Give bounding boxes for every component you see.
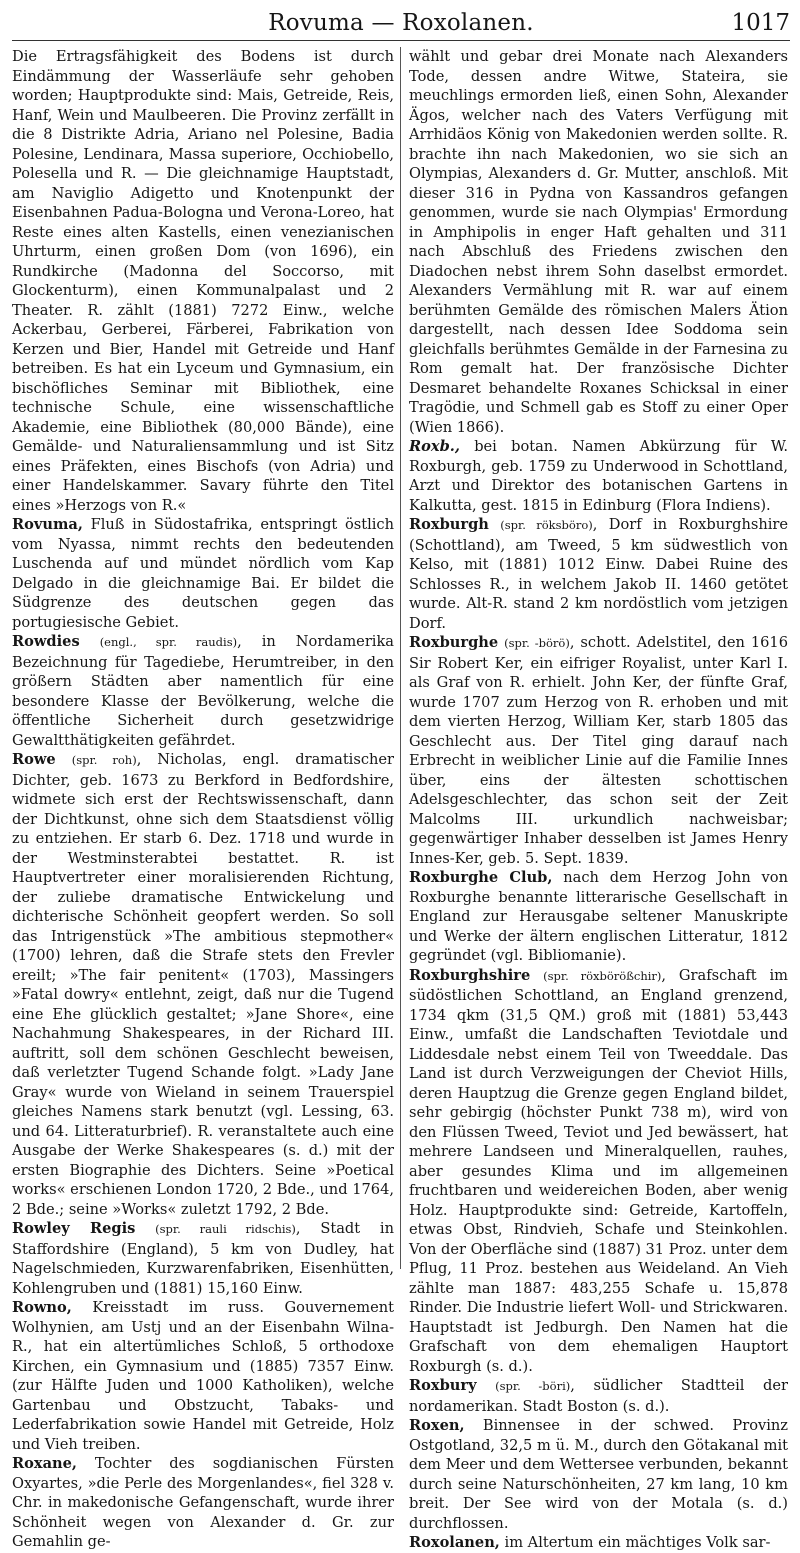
dictionary-entry <box>409 47 788 437</box>
dictionary-entry <box>409 633 788 868</box>
running-title: Rovuma — Roxolanen. <box>268 10 534 36</box>
entry-pronunciation: (spr. röxbörößchir) <box>543 968 662 983</box>
page-number: 1017 <box>731 10 790 36</box>
entry-headword: Rowdies <box>12 633 80 650</box>
entry-headword: Rowe <box>12 751 56 768</box>
dictionary-entry <box>12 1219 394 1298</box>
right-column <box>400 47 789 1551</box>
entry-headword: Rowno, <box>12 1299 72 1316</box>
dictionary-entry <box>409 1416 788 1533</box>
dictionary-entry <box>12 1454 394 1552</box>
left-column <box>12 47 400 1550</box>
dictionary-entry <box>12 47 394 515</box>
dictionary-entry <box>12 750 394 1219</box>
entry-text: , Grafschaft im südöstlichen Schottland, an England grenzend, 1734 qkm (31,5 QM.) groß mit (1881) 53,443 Einw., umfaßt die Landschaften Teviotdale und Liddesdale nebst einem Teil von Tweeddale. Das Land ist durch Verzweigungen der Cheviot Hills, deren Hauptzug die Grenze gegen England bildet, sehr gebirgig (höchster Punkt 738 m), wird von den Flüssen Tweed, Teviot und Jed bewässert, hat mehrere Landseen und Mineralquellen, rauhes, aber gesundes Klima und im allgemeinen fruchtbaren und weidereichen Boden, aber wenig Holz. Hauptprodukte sind: Getreide, Kartoffeln, etwas Obst, Rindvieh, Schafe und Steinkohlen. Von der Oberfläche sind (1887) 31 Proz. unter dem Pflug, 11 Proz. bestehen aus Weideland. An Vieh zählte man 1887: 483,255 Schafe u. 15,878 Rinder. Die Industrie liefert Woll- und Strickwaren. Hauptstadt ist Jedburgh. Den Namen hat die Grafschaft von dem ehemaligen Hauptort Roxburgh (s. d.). <box>409 966 789 1375</box>
entry-text: wählt und gebar drei Monate nach Alexanders Tode, dessen andre Witwe, Stateira, sie meuchlings ermorden ließ, einen Sohn, Alexander Ägos, welcher nach des Vaters Verfügung mit Arrhidäos König von Makedonien werden sollte. R. brachte ihn nach Makedonien, wo sie sich an Olympias, Alexanders d. Gr. Mutter, anschloß. Mit dieser 316 in Pydna von Kassandros gefangen genommen, wurde sie nach Olympias' Ermordung in Amphipolis in enger Haft gehalten und 311 nach Abschluß des Friedens zwischen den Diadochen nebst ihrem Sohn daselbst ermordet. Alexanders Vermählung mit R. war auf einem berühmten Gemälde des römischen Malers Ätion dargestellt, nach dessen Idee Soddoma sein gleichfalls berühmtes Gemälde in der Farnesina zu Rom gemalt hat. Der französische Dichter Desmaret behandelte Roxanes Schicksal in einer Tragödie, und Schmell gab es Stoff zu einer Oper (Wien 1866). <box>409 48 788 436</box>
entry-pronunciation: (spr. roh) <box>71 753 137 767</box>
entry-headword: Roxolanen, <box>409 1534 500 1551</box>
entry-headword: Rowley Regis <box>12 1220 136 1237</box>
entry-text: nach dem Herzog John von Roxburghe benannte litterarische Gesellschaft in England zur Herausgabe seltener Manuskripte und Werke der ältern englischen Litteratur, 1812 gegründet (vgl. Bibliomanie). <box>409 869 788 964</box>
dictionary-entry <box>409 437 788 515</box>
entry-headword: Roxburgh <box>409 516 489 533</box>
dictionary-entry <box>12 632 394 750</box>
entry-pronunciation: (spr. -böri) <box>495 1379 571 1393</box>
entry-headword: Roxane, <box>12 1455 77 1472</box>
entry-text: bei botan. Namen Abkürzung für W. Roxburgh, geb. 1759 zu Underwood in Schottland, Arzt und Direktor des botanischen Gartens in Kalkutta, gest. 1815 in Edinburg (Flora Indiens). <box>409 438 788 514</box>
dictionary-entry <box>12 1298 394 1454</box>
entry-text: im Altertum ein mächtiges Volk sar- <box>499 1534 771 1551</box>
entry-text: Fluß in Südostafrika, entspringt östlich vom Nyassa, nimmt rechts den bedeutenden Luschenda auf und mündet nördlich vom Kap Delgado in die gleichnamige Bai. Er bildet die Südgrenze des deutschen gegen das portugiesische Gebiet. <box>12 516 394 631</box>
page-header <box>12 8 790 41</box>
entry-pronunciation: (engl., spr. raudis) <box>99 635 238 649</box>
entry-text: , in Nordamerika Bezeichnung für Tagediebe, Herumtreiber, in den größern Städten aber namentlich für eine besondere Klasse der Bevölkerung, welche die öffentliche Sicherheit durch gesetzwidrige Gewaltthätigkeiten gefährdet. <box>12 633 395 749</box>
entry-headword: Rovuma, <box>12 516 83 533</box>
dictionary-entry <box>409 966 788 1377</box>
entry-text: , südlicher Stadtteil der nordamerikan. Stadt Boston (s. d.). <box>409 1377 788 1415</box>
entry-headword: Roxburghe Club, <box>409 869 553 886</box>
entry-text: Binnensee in der schwed. Provinz Ostgotland, 32,5 m ü. M., durch den Götakanal mit dem Meer und dem Wettersee verbunden, bekannt durch seine Naturschönheiten, 27 km lang, 10 km breit. Der See wird von der Motala (s. d.) durchflossen. <box>409 1417 788 1532</box>
entry-pronunciation: (spr. rauli ridschis) <box>155 1222 296 1236</box>
entry-headword: Roxburghshire <box>409 966 531 984</box>
text-columns <box>12 47 790 1551</box>
dictionary-entry <box>12 515 394 632</box>
dictionary-entry <box>409 515 788 633</box>
dictionary-entry <box>409 1533 788 1553</box>
entry-text: , Stadt in Staffordshire (England), 5 km von Dudley, hat Nagelschmieden, Kurzwarenfabriken, Eisenhütten, Kohlengruben und (1881) 15,160 Einw. <box>12 1220 394 1297</box>
entry-headword: Roxen, <box>409 1417 465 1434</box>
entry-pronunciation: (spr. -börö) <box>504 636 570 650</box>
entry-text: Tochter des sogdianischen Fürsten Oxyartes, »die Perle des Morgenlandes«, fiel 328 v. Chr. in makedonische Gefangenschaft, wurde ihrer Schönheit wegen von Alexander d. Gr. zur Gemahlin ge- <box>12 1455 394 1550</box>
dictionary-entry <box>409 1376 788 1416</box>
entry-text: Kreisstadt im russ. Gouvernement Wolhynien, am Ustj und an der Eisenbahn Wilna-R., hat ein altertümliches Schloß, 5 orthodoxe Kirchen, ein Gymnasium und (1885) 7357 Einw. (zur Hälfte Juden und 1000 Katholiken), welche Gartenbau und Obstzucht, Tabaks- und Lederfabrikation sowie Handel mit Getreide, Holz und Vieh treiben. <box>12 1299 394 1453</box>
entry-headword: Roxburghe <box>409 634 499 651</box>
entry-headword: Roxbury <box>409 1377 477 1394</box>
entry-text: , schott. Adelstitel, den 1616 Sir Robert Ker, ein eifriger Royalist, unter Karl I. als Graf von R. erhielt. John Ker, der fünfte Graf, wurde 1707 zum Herzog von R. erhoben und mit dem vierten Herzog, William Ker, starb 1805 das Geschlecht aus. Der Titel ging darauf nach Erbrecht in weiblicher Linie auf die Familie Innes über, eins der ältesten schottischen Adelsgeschlechter, das schon seit der Zeit Malcolms III. urkundlich nachweisbar; gegenwärtiger Inhaber desselben ist James Henry Innes-Ker, geb. 5. Sept. 1839. <box>409 634 788 867</box>
entry-headword: Roxb., <box>409 438 460 455</box>
entry-text: Die Ertragsfähigkeit des Bodens ist durch Eindämmung der Wasserläufe sehr gehoben worden; Hauptprodukte sind: Mais, Getreide, Reis, Hanf, Wein und Maulbeeren. Die Provinz zerfällt in die 8 Distrikte Adria, Ariano nel Polesine, Badia Polesine, Lendinara, Massa superiore, Occhiobello, Polesella und R. — Die gleichnamige Hauptstadt, am Naviglio Adigetto und Knotenpunkt der Eisenbahnen Padua-Bologna und Verona-Loreo, hat Reste eines alten Kastells, einen venezianischen Uhrturm, einen großen Dom (von 1696), ein Rundkirche (Madonna del Soccorso, mit Glockenturm), einen Kommunalpalast und 2 Theater. R. zählt (1881) 7272 Einw., welche Ackerbau, Gerberei, Färberei, Fabrikation von Kerzen und Bier, Handel mit Getreide und Hanf betreiben. Es hat ein Lyceum und Gymnasium, ein bischöfliches Seminar mit Bibliothek, eine technische Schule, eine wissenschaftliche Akademie, eine Bibliothek (80,000 Bände), eine Gemälde- und Naturaliensammlung und ist Sitz eines Präfekten, eines Bischofs (von Adria) und einer Handelskammer. Savary führte den Titel eines »Herzogs von R.« <box>12 48 394 514</box>
entry-text: , Dorf in Roxburghshire (Schottland), am Tweed, 5 km südwestlich von Kelso, mit (1881) 1012 Einw. Dabei Ruine des Schlosses R., in welchem Jakob II. 1460 getötet wurde. Alt-R. stand 2 km nordöstlich vom jetzigen Dorf. <box>409 516 789 632</box>
entry-text: , Nicholas, engl. dramatischer Dichter, geb. 1673 zu Berkford in Bedfordshire, widmete sich erst der Rechtswissenschaft, dann der Dichtkunst, ohne sich dem Staatsdienst völlig zu entziehen. Er starb 6. Dez. 1718 und wurde in der Westminsterabtei bestattet. R. ist Hauptvertreter einer moralisierenden Richtung, der zuliebe dramatische Entwickelung und dichterische Schönheit geopfert werden. So soll das Intrigenstück »The ambitious stepmother« (1700) lehren, daß die Strafe stets den Frevler ereilt; »The fair penitent« (1703), Massingers »Fatal dowry« entlehnt, zeigt, daß nur die Tugend eine Ehe glücklich gestaltet; »Jane Shore«, eine Nachahmung Shakespeares, in der Richard III. auftritt, soll dem schönen Geschlecht beweisen, daß verletzter Tugend Schande folgt. »Lady Jane Gray« wurde von Wieland in seinem Trauerspiel gleiches Namens stark benutzt (vgl. Lessing, 63. und 64. Litteraturbrief). R. veranstaltete auch eine Ausgabe der Werke Shakespeares (s. d.) mit der ersten Biographie des Dichters. Seine »Poetical works« erschienen London 1720, 2 Bde., und 1764, 2 Bde.; seine »Works« zuletzt 1792, 2 Bde. <box>12 751 395 1218</box>
entry-pronunciation: (spr. röksböro) <box>500 518 593 532</box>
dictionary-entry <box>409 868 788 966</box>
